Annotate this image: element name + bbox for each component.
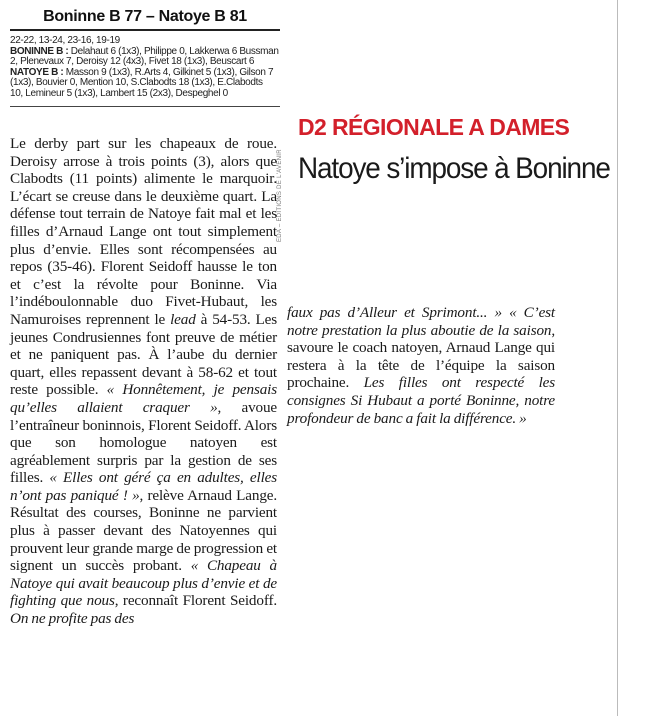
headline: Natoye s’impose à Boninne	[298, 152, 610, 185]
page-edge-line	[617, 0, 618, 716]
natoye-lineup-2: (1x3), Bouvier 0, Mention 10, S.Clabodts 18 (1x3), E.Clabodts	[10, 77, 263, 89]
score-details	[10, 36, 280, 100]
section-kicker: D2 RÉGIONALE A DAMES	[298, 114, 570, 140]
photo-credit: ÉDA – ÉDITIONS DE L'AVENIR	[277, 149, 283, 242]
boninne-lineup-2: 2, Plenevaux 7, Deroisy 12 (4x3), Fivet 18 (1x3), Beuscart 6	[10, 56, 255, 68]
boninne-label: BONINNE B :	[10, 45, 69, 57]
score-box	[10, 8, 280, 107]
natoye-lineup-3: 10, Lemineur 5 (1x3), Lambert 15 (2x3), Despeghel 0	[10, 87, 228, 99]
natoye-label: NATOYE B :	[10, 66, 64, 78]
quarter-scores: 22-22, 13-24, 23-16, 19-19	[10, 35, 120, 46]
natoye-lineup-1: NATOYE B : Masson 9 (1x3), R.Arts 4, Gilkinet 5 (1x3), Gilson 7	[10, 66, 274, 78]
article-body-right: faux pas d’Alleur et Sprimont... » « C’est notre prestation la plus aboutie de la saison, savoure le coach natoyen, Arnaud Lange qui restera à la tête de l’équipe la saison prochaine. Les filles ont respecté les consignes Si Hubaut a porté Boninne, notre profondeur de banc a fait la différence. »	[287, 304, 555, 427]
article-body-left: Le derby part sur les chapeaux de roue. Deroisy arrose à trois points (3), alors que Clabodts (11 points) alimente le marquoir. L’écart se creuse dans le deuxième quart. La défense tout terrain de Natoye fait mal et les filles d’Arnaud Lange ont tout simplement plus d’envie. Elles sont récompensées au repos (35-46). Florent Seidoff hausse le ton et c’est la révolte pour Boninne. Via l’indéboulonnable duo Fivet-Hubaut, les Namuroises reprennent le lead à 54-53. Les jeunes Condrusiennes font preuve de métier et ne paniquent pas. À l’aube du dernier quart, elles repassent devant à 58-62 et tout reste possible. « Honnêtement, je pensais qu’elles allaient craquer », avoue l’entraîneur boninnois, Florent Seidoff. Alors que son homologue natoyen est agréablement surpris par la gestion de ses filles. « Elles ont géré ça en adultes, elles n’ont pas paniqué ! », relève Arnaud Lange. Résultat des courses, Boninne ne parvient plus à passer devant des Natoyennes qui prouvent leur grande marge de progression et signent un succès probant. « Chapeau à Natoye qui avait beaucoup plus d’envie et de fighting que nous, reconnaît Florent Seidoff. On ne profite pas des	[10, 135, 278, 628]
boninne-lineup-1: BONINNE B : Delahaut 6 (1x3), Philippe 0, Lakkerwa 6 Bussman	[10, 45, 279, 57]
score-title: Boninne B 77 – Natoye B 81	[10, 8, 280, 31]
score-divider	[10, 106, 280, 107]
